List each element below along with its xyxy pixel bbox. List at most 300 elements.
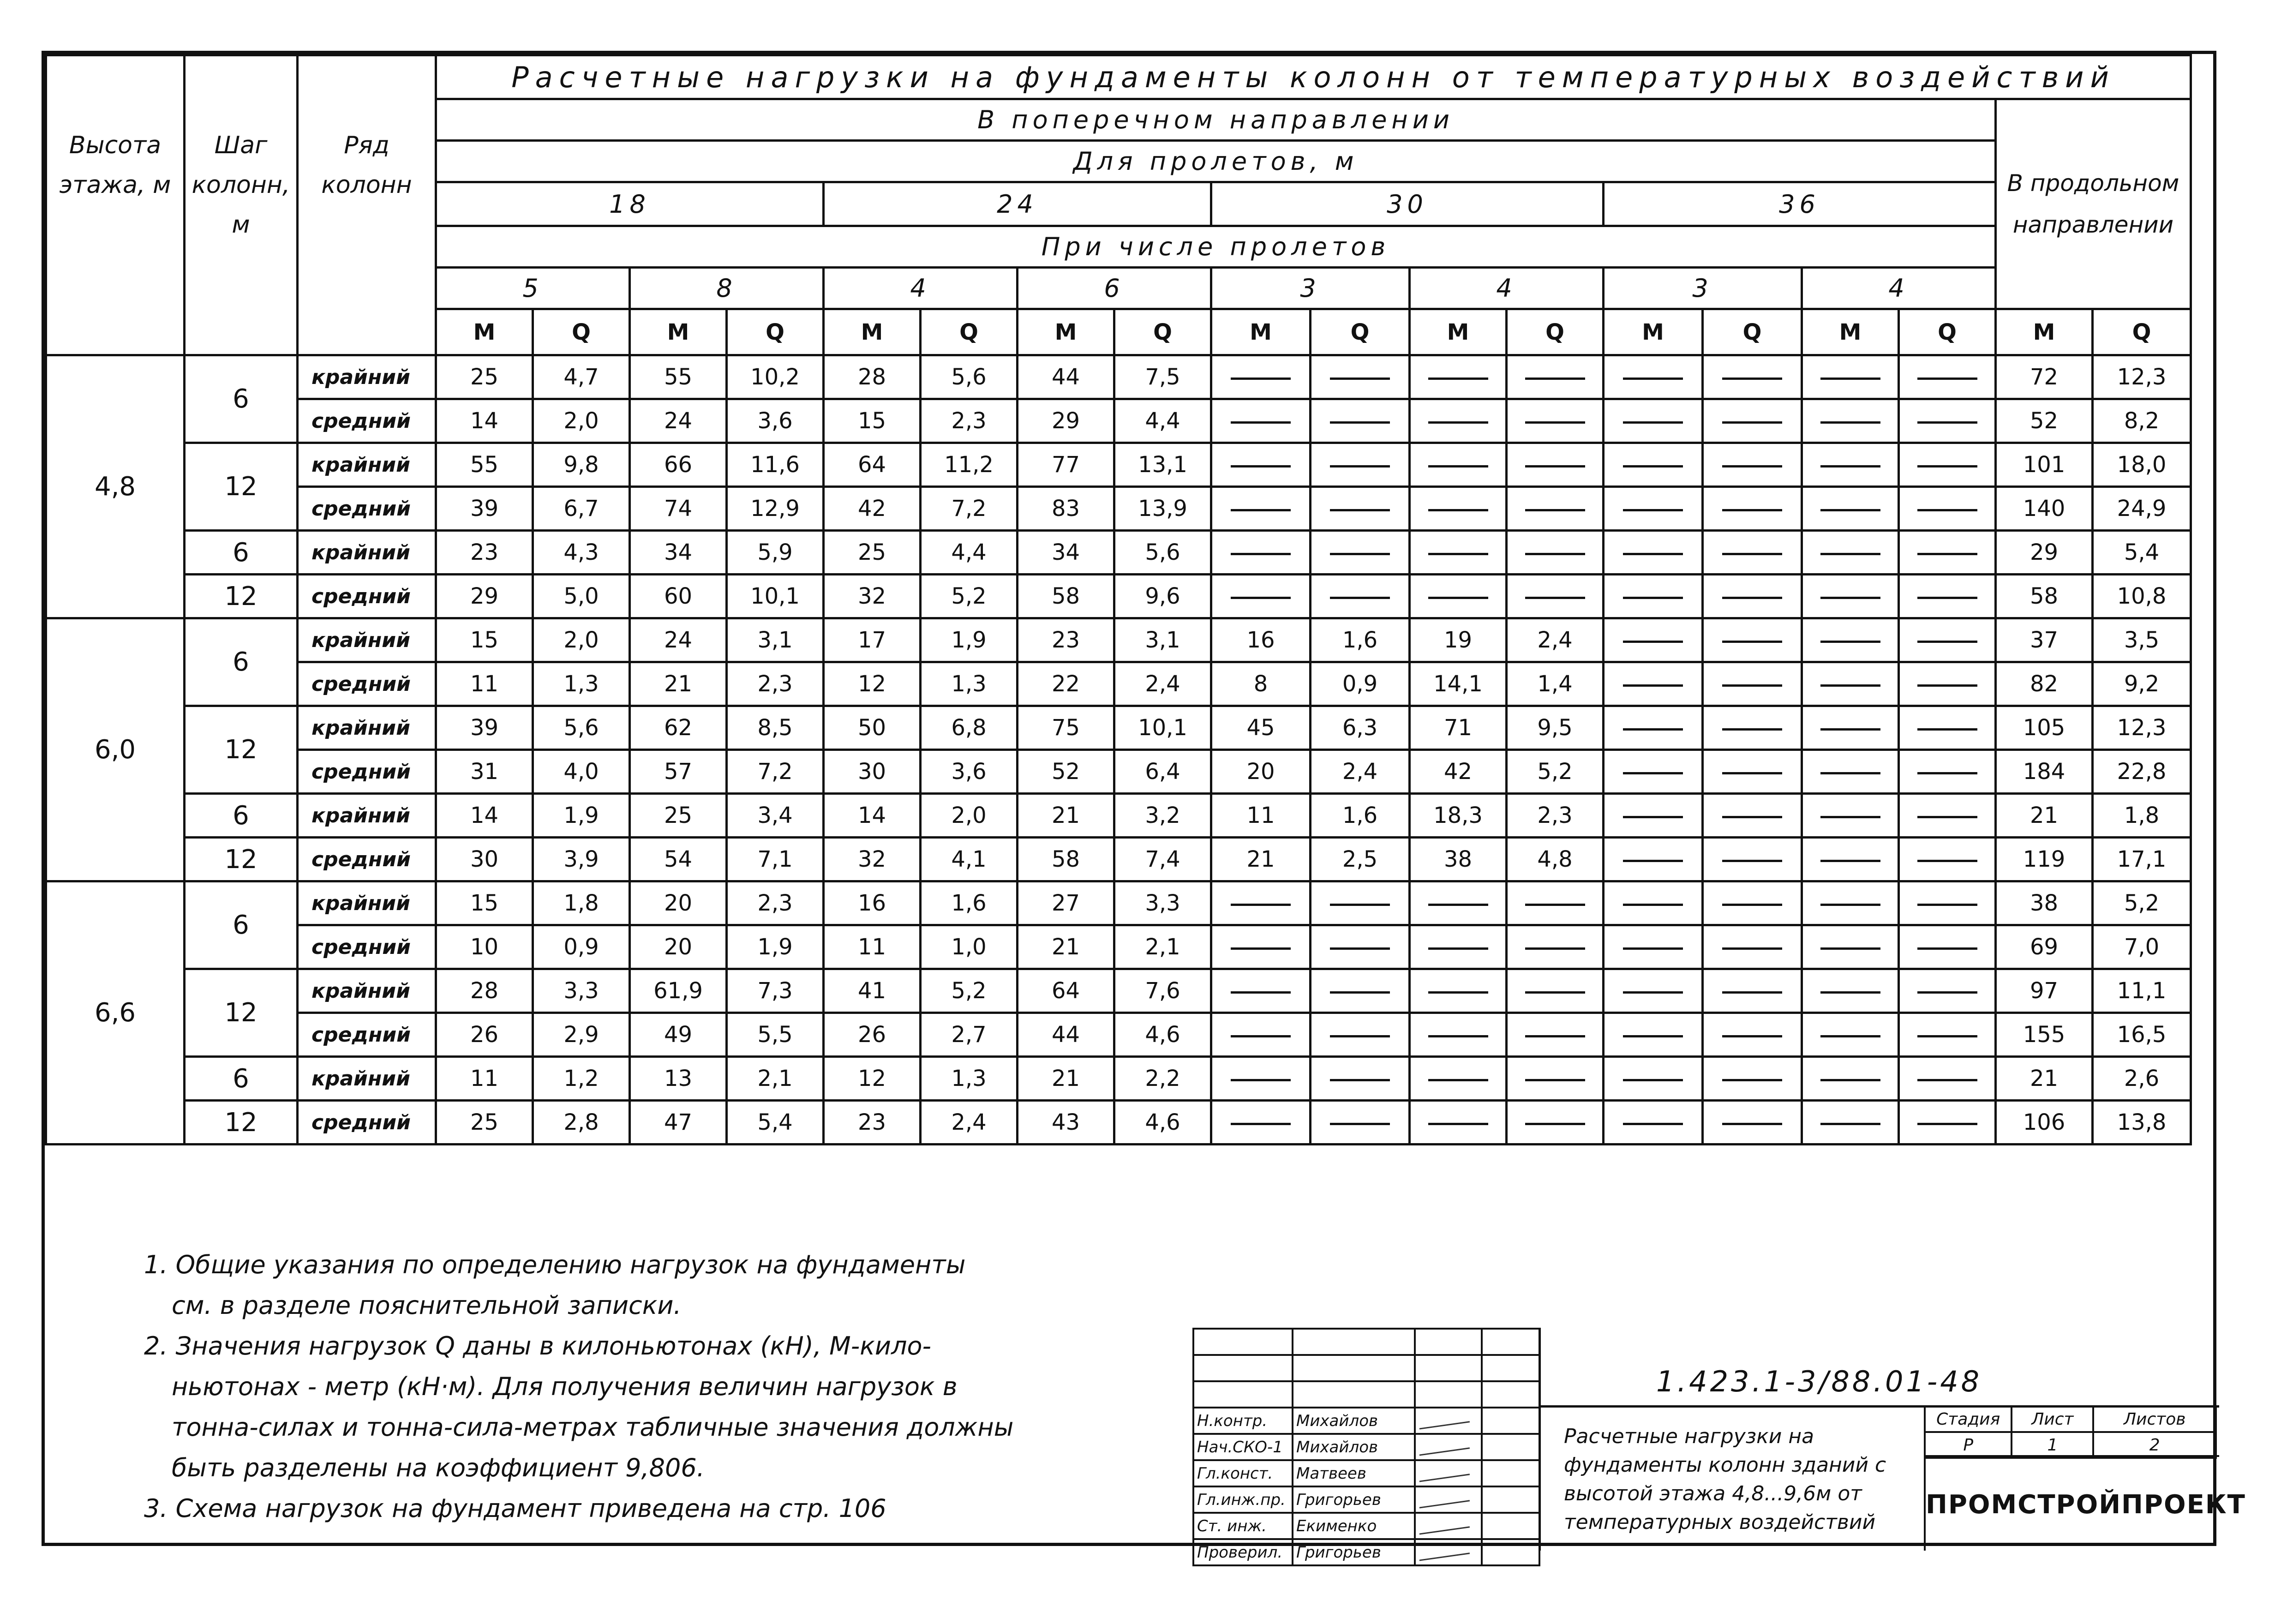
value-cell: 1,9: [533, 794, 630, 838]
count-cell: 5: [436, 268, 630, 309]
value-cell: 34: [1018, 531, 1114, 575]
dash-mark: [1917, 991, 1977, 994]
value-cell: [1507, 443, 1604, 487]
value-cell: 15: [824, 399, 921, 443]
longitudinal-m-cell: 101: [1996, 443, 2093, 487]
value-cell: 13: [630, 1057, 727, 1101]
role-cell: Проверил.: [1193, 1539, 1293, 1565]
value-cell: [1311, 575, 1410, 618]
value-cell: [1211, 575, 1311, 618]
signature-cell: [1415, 1460, 1482, 1486]
table-row: [46, 750, 2191, 794]
spans-header: Для пролетов, м: [436, 141, 1996, 182]
value-cell: 39: [436, 706, 533, 750]
value-cell: 3,9: [533, 838, 630, 881]
value-cell: 30: [824, 750, 921, 794]
value-cell: 29: [436, 575, 533, 618]
column-row-cell: крайний: [298, 881, 436, 925]
value-cell: [1311, 355, 1410, 399]
value-cell: [1703, 1013, 1802, 1057]
sheet-title: Расчетные нагрузки на фундаменты колонн зданий с высотой этажа 4,8...9,6м от температурных воздействий: [1564, 1425, 1886, 1534]
column-step-cell: 6: [185, 355, 298, 443]
value-cell: [1703, 1057, 1802, 1101]
longitudinal-q-cell: 2,6: [2093, 1057, 2191, 1101]
column-row-cell: крайний: [298, 618, 436, 662]
value-cell: 13,1: [1114, 443, 1211, 487]
longitudinal-m-cell: 29: [1996, 531, 2093, 575]
value-cell: 26: [824, 1013, 921, 1057]
value-cell: [1703, 1101, 1802, 1145]
signature-row: [1193, 1486, 1539, 1513]
longitudinal-header: В продольном направлении: [1996, 99, 2191, 309]
value-cell: [1899, 881, 1996, 925]
floor-height-cell: 6,6: [46, 881, 185, 1145]
value-cell: 50: [824, 706, 921, 750]
longitudinal-q-cell: 11,1: [2093, 969, 2191, 1013]
date-cell: [1482, 1486, 1539, 1513]
note-line: 3. Схема нагрузок на фундамент приведена на стр. 106: [144, 1494, 886, 1523]
value-cell: 10,1: [727, 575, 824, 618]
value-cell: [1703, 487, 1802, 531]
value-cell: [1802, 355, 1899, 399]
value-cell: 5,9: [727, 531, 824, 575]
column-row-cell: крайний: [298, 443, 436, 487]
value-cell: 47: [630, 1101, 727, 1145]
dash-mark: [1330, 378, 1390, 380]
value-cell: 4,6: [1114, 1101, 1211, 1145]
dash-mark: [1231, 378, 1291, 380]
span-header: 30: [1211, 182, 1604, 226]
value-cell: 4,4: [1114, 399, 1211, 443]
dash-mark: [1330, 509, 1390, 511]
value-cell: 17: [824, 618, 921, 662]
dash-mark: [1623, 860, 1683, 862]
value-cell: 64: [824, 443, 921, 487]
value-cell: 55: [436, 443, 533, 487]
column-row-cell: средний: [298, 399, 436, 443]
dash-mark: [1820, 728, 1880, 731]
m-header: M: [824, 309, 921, 355]
signature-row: [1193, 1434, 1539, 1460]
value-cell: 10,1: [1114, 706, 1211, 750]
stage-value: Р: [1925, 1432, 2012, 1458]
value-cell: [1211, 355, 1311, 399]
note-line: ньютонах - метр (кН·м). Для получения величин нагрузок в: [172, 1372, 958, 1401]
value-cell: 6,8: [921, 706, 1018, 750]
value-cell: 5,6: [921, 355, 1018, 399]
col-row-header: Ряд колонн: [298, 55, 436, 355]
role-cell: Н.контр.: [1193, 1408, 1293, 1434]
signature-scribble: [1418, 1491, 1470, 1508]
value-cell: 21: [1018, 1057, 1114, 1101]
value-cell: 23: [1018, 618, 1114, 662]
value-cell: 2,4: [1311, 750, 1410, 794]
floor-height-cell: 6,0: [46, 618, 185, 881]
dash-mark: [1722, 597, 1782, 599]
dash-mark: [1917, 816, 1977, 818]
value-cell: [1507, 575, 1604, 618]
column-step-cell: 12: [185, 706, 298, 794]
value-cell: [1410, 1101, 1507, 1145]
value-cell: 16: [824, 881, 921, 925]
value-cell: 16: [1211, 618, 1311, 662]
table-row: [46, 838, 2191, 881]
longitudinal-m-cell: 184: [1996, 750, 2093, 794]
signature-row: [1193, 1539, 1539, 1565]
dash-mark: [1820, 553, 1880, 555]
value-cell: 11: [1211, 794, 1311, 838]
value-cell: [1410, 881, 1507, 925]
value-cell: [1507, 487, 1604, 531]
document-code: 1.423.1-3/88.01-48: [1656, 1365, 1982, 1398]
table-row: [46, 618, 2191, 662]
dash-mark: [1917, 509, 1977, 511]
table-row: [46, 399, 2191, 443]
dash-mark: [1722, 772, 1782, 774]
longitudinal-q-cell: 5,2: [2093, 881, 2191, 925]
value-cell: [1211, 443, 1311, 487]
value-cell: 71: [1410, 706, 1507, 750]
date-cell: [1482, 1408, 1539, 1434]
value-cell: [1703, 575, 1802, 618]
value-cell: 14: [436, 399, 533, 443]
column-row-cell: средний: [298, 662, 436, 706]
value-cell: [1507, 355, 1604, 399]
title-block: [1192, 1328, 2246, 1562]
dash-mark: [1820, 772, 1880, 774]
column-row-cell: крайний: [298, 1057, 436, 1101]
dash-mark: [1525, 509, 1585, 511]
value-cell: 2,0: [533, 399, 630, 443]
value-cell: [1311, 969, 1410, 1013]
value-cell: 38: [1410, 838, 1507, 881]
value-cell: 21: [630, 662, 727, 706]
value-cell: [1899, 706, 1996, 750]
longitudinal-m-cell: 21: [1996, 794, 2093, 838]
count-cell: 4: [1410, 268, 1604, 309]
value-cell: 2,3: [921, 399, 1018, 443]
dash-mark: [1428, 947, 1488, 950]
value-cell: [1507, 1057, 1604, 1101]
value-cell: [1410, 443, 1507, 487]
value-cell: [1899, 1013, 1996, 1057]
value-cell: [1311, 1101, 1410, 1145]
value-cell: 2,2: [1114, 1057, 1211, 1101]
value-cell: 6,3: [1311, 706, 1410, 750]
dash-mark: [1428, 1079, 1488, 1081]
value-cell: 2,0: [921, 794, 1018, 838]
value-cell: [1899, 399, 1996, 443]
value-cell: 12: [824, 1057, 921, 1101]
value-cell: 9,8: [533, 443, 630, 487]
value-cell: 39: [436, 487, 533, 531]
longitudinal-m-cell: 155: [1996, 1013, 2093, 1057]
value-cell: [1802, 838, 1899, 881]
value-cell: [1802, 969, 1899, 1013]
value-cell: 7,3: [727, 969, 824, 1013]
value-cell: 4,4: [921, 531, 1018, 575]
value-cell: 1,8: [533, 881, 630, 925]
dash-mark: [1623, 378, 1683, 380]
value-cell: 42: [1410, 750, 1507, 794]
value-cell: [1604, 794, 1703, 838]
value-cell: 9,5: [1507, 706, 1604, 750]
value-cell: [1604, 1013, 1703, 1057]
dash-mark: [1623, 772, 1683, 774]
value-cell: [1802, 925, 1899, 969]
value-cell: 7,1: [727, 838, 824, 881]
value-cell: 22: [1018, 662, 1114, 706]
value-cell: [1802, 443, 1899, 487]
longitudinal-m-cell: 82: [1996, 662, 2093, 706]
column-step-cell: 6: [185, 531, 298, 575]
value-cell: 74: [630, 487, 727, 531]
value-cell: [1211, 531, 1311, 575]
value-cell: [1703, 838, 1802, 881]
value-cell: [1703, 399, 1802, 443]
value-cell: [1604, 618, 1703, 662]
note-line: быть разделены на коэффициент 9,806.: [172, 1453, 705, 1482]
stage-table: [1924, 1405, 2217, 1459]
value-cell: 28: [436, 969, 533, 1013]
dash-mark: [1623, 553, 1683, 555]
value-cell: 60: [630, 575, 727, 618]
value-cell: [1899, 750, 1996, 794]
value-cell: 25: [436, 355, 533, 399]
value-cell: 11,6: [727, 443, 824, 487]
value-cell: 1,6: [921, 881, 1018, 925]
dash-mark: [1231, 597, 1291, 599]
value-cell: 1,3: [533, 662, 630, 706]
dash-mark: [1428, 597, 1488, 599]
value-cell: [1802, 662, 1899, 706]
dash-mark: [1525, 465, 1585, 467]
value-cell: [1604, 838, 1703, 881]
column-step-cell: 12: [185, 838, 298, 881]
value-cell: 26: [436, 1013, 533, 1057]
column-row-cell: средний: [298, 925, 436, 969]
dash-mark: [1820, 1123, 1880, 1125]
value-cell: 5,4: [727, 1101, 824, 1145]
dash-mark: [1525, 991, 1585, 994]
dash-mark: [1820, 641, 1880, 643]
value-cell: 0,9: [533, 925, 630, 969]
value-cell: 30: [436, 838, 533, 881]
value-cell: 9,6: [1114, 575, 1211, 618]
table-row: [46, 1057, 2191, 1101]
table-row: [46, 575, 2191, 618]
value-cell: [1211, 1057, 1311, 1101]
value-cell: 7,2: [921, 487, 1018, 531]
dash-mark: [1722, 509, 1782, 511]
dash-mark: [1330, 553, 1390, 555]
dash-mark: [1623, 904, 1683, 906]
value-cell: 1,6: [1311, 794, 1410, 838]
sheets-label: Листов: [2093, 1406, 2216, 1432]
value-cell: [1703, 662, 1802, 706]
dash-mark: [1231, 421, 1291, 424]
q-header: Q: [1114, 309, 1211, 355]
dash-mark: [1623, 728, 1683, 731]
value-cell: 1,9: [727, 925, 824, 969]
dash-mark: [1525, 421, 1585, 424]
value-cell: 21: [1018, 794, 1114, 838]
value-cell: [1410, 399, 1507, 443]
value-cell: 28: [824, 355, 921, 399]
value-cell: 7,4: [1114, 838, 1211, 881]
dash-mark: [1623, 465, 1683, 467]
table-row: [46, 531, 2191, 575]
dash-mark: [1820, 421, 1880, 424]
q-header: Q: [2093, 309, 2191, 355]
value-cell: [1802, 881, 1899, 925]
value-cell: [1604, 1101, 1703, 1145]
role-cell: Нач.СКО-1: [1193, 1434, 1293, 1460]
value-cell: [1410, 1013, 1507, 1057]
value-cell: 5,6: [533, 706, 630, 750]
count-cell: 3: [1604, 268, 1802, 309]
value-cell: 3,6: [727, 399, 824, 443]
value-cell: 7,6: [1114, 969, 1211, 1013]
value-cell: 2,4: [1507, 618, 1604, 662]
value-cell: 5,0: [533, 575, 630, 618]
value-cell: 12: [824, 662, 921, 706]
m-header: M: [1018, 309, 1114, 355]
table-row: [46, 881, 2191, 925]
dash-mark: [1917, 904, 1977, 906]
dash-mark: [1722, 553, 1782, 555]
dash-mark: [1525, 553, 1585, 555]
dash-mark: [1623, 509, 1683, 511]
longitudinal-q-cell: 24,9: [2093, 487, 2191, 531]
value-cell: [1604, 531, 1703, 575]
value-cell: [1604, 750, 1703, 794]
value-cell: [1899, 355, 1996, 399]
value-cell: [1410, 969, 1507, 1013]
signature-cell: [1415, 1486, 1482, 1513]
table-row: [46, 969, 2191, 1013]
value-cell: [1507, 531, 1604, 575]
signature-row: [1193, 1408, 1539, 1434]
m-header: M: [1410, 309, 1507, 355]
value-cell: [1604, 575, 1703, 618]
signature-row: [1193, 1460, 1539, 1486]
value-cell: 7,2: [727, 750, 824, 794]
value-cell: 75: [1018, 706, 1114, 750]
span-header: 18: [436, 182, 824, 226]
value-cell: 13,9: [1114, 487, 1211, 531]
value-cell: 54: [630, 838, 727, 881]
value-cell: [1311, 925, 1410, 969]
longitudinal-q-cell: 8,2: [2093, 399, 2191, 443]
value-cell: 1,9: [921, 618, 1018, 662]
value-cell: [1899, 443, 1996, 487]
value-cell: 49: [630, 1013, 727, 1057]
dash-mark: [1231, 465, 1291, 467]
dash-mark: [1231, 947, 1291, 950]
value-cell: 58: [1018, 838, 1114, 881]
value-cell: [1507, 881, 1604, 925]
dash-mark: [1623, 597, 1683, 599]
longitudinal-m-cell: 69: [1996, 925, 2093, 969]
value-cell: [1507, 399, 1604, 443]
longitudinal-q-cell: 5,4: [2093, 531, 2191, 575]
value-cell: [1211, 1013, 1311, 1057]
value-cell: [1899, 575, 1996, 618]
dash-mark: [1623, 684, 1683, 687]
dash-mark: [1917, 684, 1977, 687]
value-cell: 1,6: [1311, 618, 1410, 662]
dash-mark: [1917, 553, 1977, 555]
value-cell: 2,8: [533, 1101, 630, 1145]
dash-mark: [1330, 904, 1390, 906]
dash-mark: [1820, 947, 1880, 950]
longitudinal-m-cell: 97: [1996, 969, 2093, 1013]
value-cell: [1899, 1101, 1996, 1145]
column-row-cell: крайний: [298, 794, 436, 838]
value-cell: 44: [1018, 1013, 1114, 1057]
dash-mark: [1820, 904, 1880, 906]
name-cell: Михайлов: [1293, 1434, 1415, 1460]
dash-mark: [1722, 991, 1782, 994]
dash-mark: [1820, 465, 1880, 467]
dash-mark: [1722, 641, 1782, 643]
value-cell: [1899, 925, 1996, 969]
dash-mark: [1722, 947, 1782, 950]
value-cell: [1802, 487, 1899, 531]
value-cell: 21: [1018, 925, 1114, 969]
value-cell: [1507, 1013, 1604, 1057]
dash-mark: [1330, 991, 1390, 994]
value-cell: [1802, 794, 1899, 838]
longitudinal-q-cell: 1,8: [2093, 794, 2191, 838]
value-cell: [1703, 355, 1802, 399]
table-title: Расчетные нагрузки на фундаменты колонн от температурных воздействий: [436, 55, 2191, 99]
value-cell: 14: [436, 794, 533, 838]
role-cell: Ст. инж.: [1193, 1513, 1293, 1539]
value-cell: 10: [436, 925, 533, 969]
value-cell: 25: [436, 1101, 533, 1145]
value-cell: 52: [1018, 750, 1114, 794]
value-cell: 20: [630, 881, 727, 925]
longitudinal-m-cell: 119: [1996, 838, 2093, 881]
longitudinal-q-cell: 12,3: [2093, 355, 2191, 399]
dash-mark: [1917, 465, 1977, 467]
date-cell: [1482, 1539, 1539, 1565]
value-cell: 6,4: [1114, 750, 1211, 794]
dash-mark: [1428, 991, 1488, 994]
column-row-cell: крайний: [298, 531, 436, 575]
value-cell: 5,6: [1114, 531, 1211, 575]
table-row: [46, 925, 2191, 969]
table-row: [46, 662, 2191, 706]
value-cell: [1604, 399, 1703, 443]
dash-mark: [1820, 816, 1880, 818]
note-line: 1. Общие указания по определению нагрузок на фундаменты: [144, 1250, 966, 1279]
value-cell: [1703, 706, 1802, 750]
value-cell: 66: [630, 443, 727, 487]
value-cell: 3,6: [921, 750, 1018, 794]
dash-mark: [1917, 728, 1977, 731]
value-cell: 83: [1018, 487, 1114, 531]
value-cell: [1899, 662, 1996, 706]
value-cell: [1802, 618, 1899, 662]
column-step-cell: 12: [185, 969, 298, 1057]
value-cell: 25: [630, 794, 727, 838]
value-cell: [1604, 881, 1703, 925]
dash-mark: [1330, 421, 1390, 424]
value-cell: 15: [436, 618, 533, 662]
